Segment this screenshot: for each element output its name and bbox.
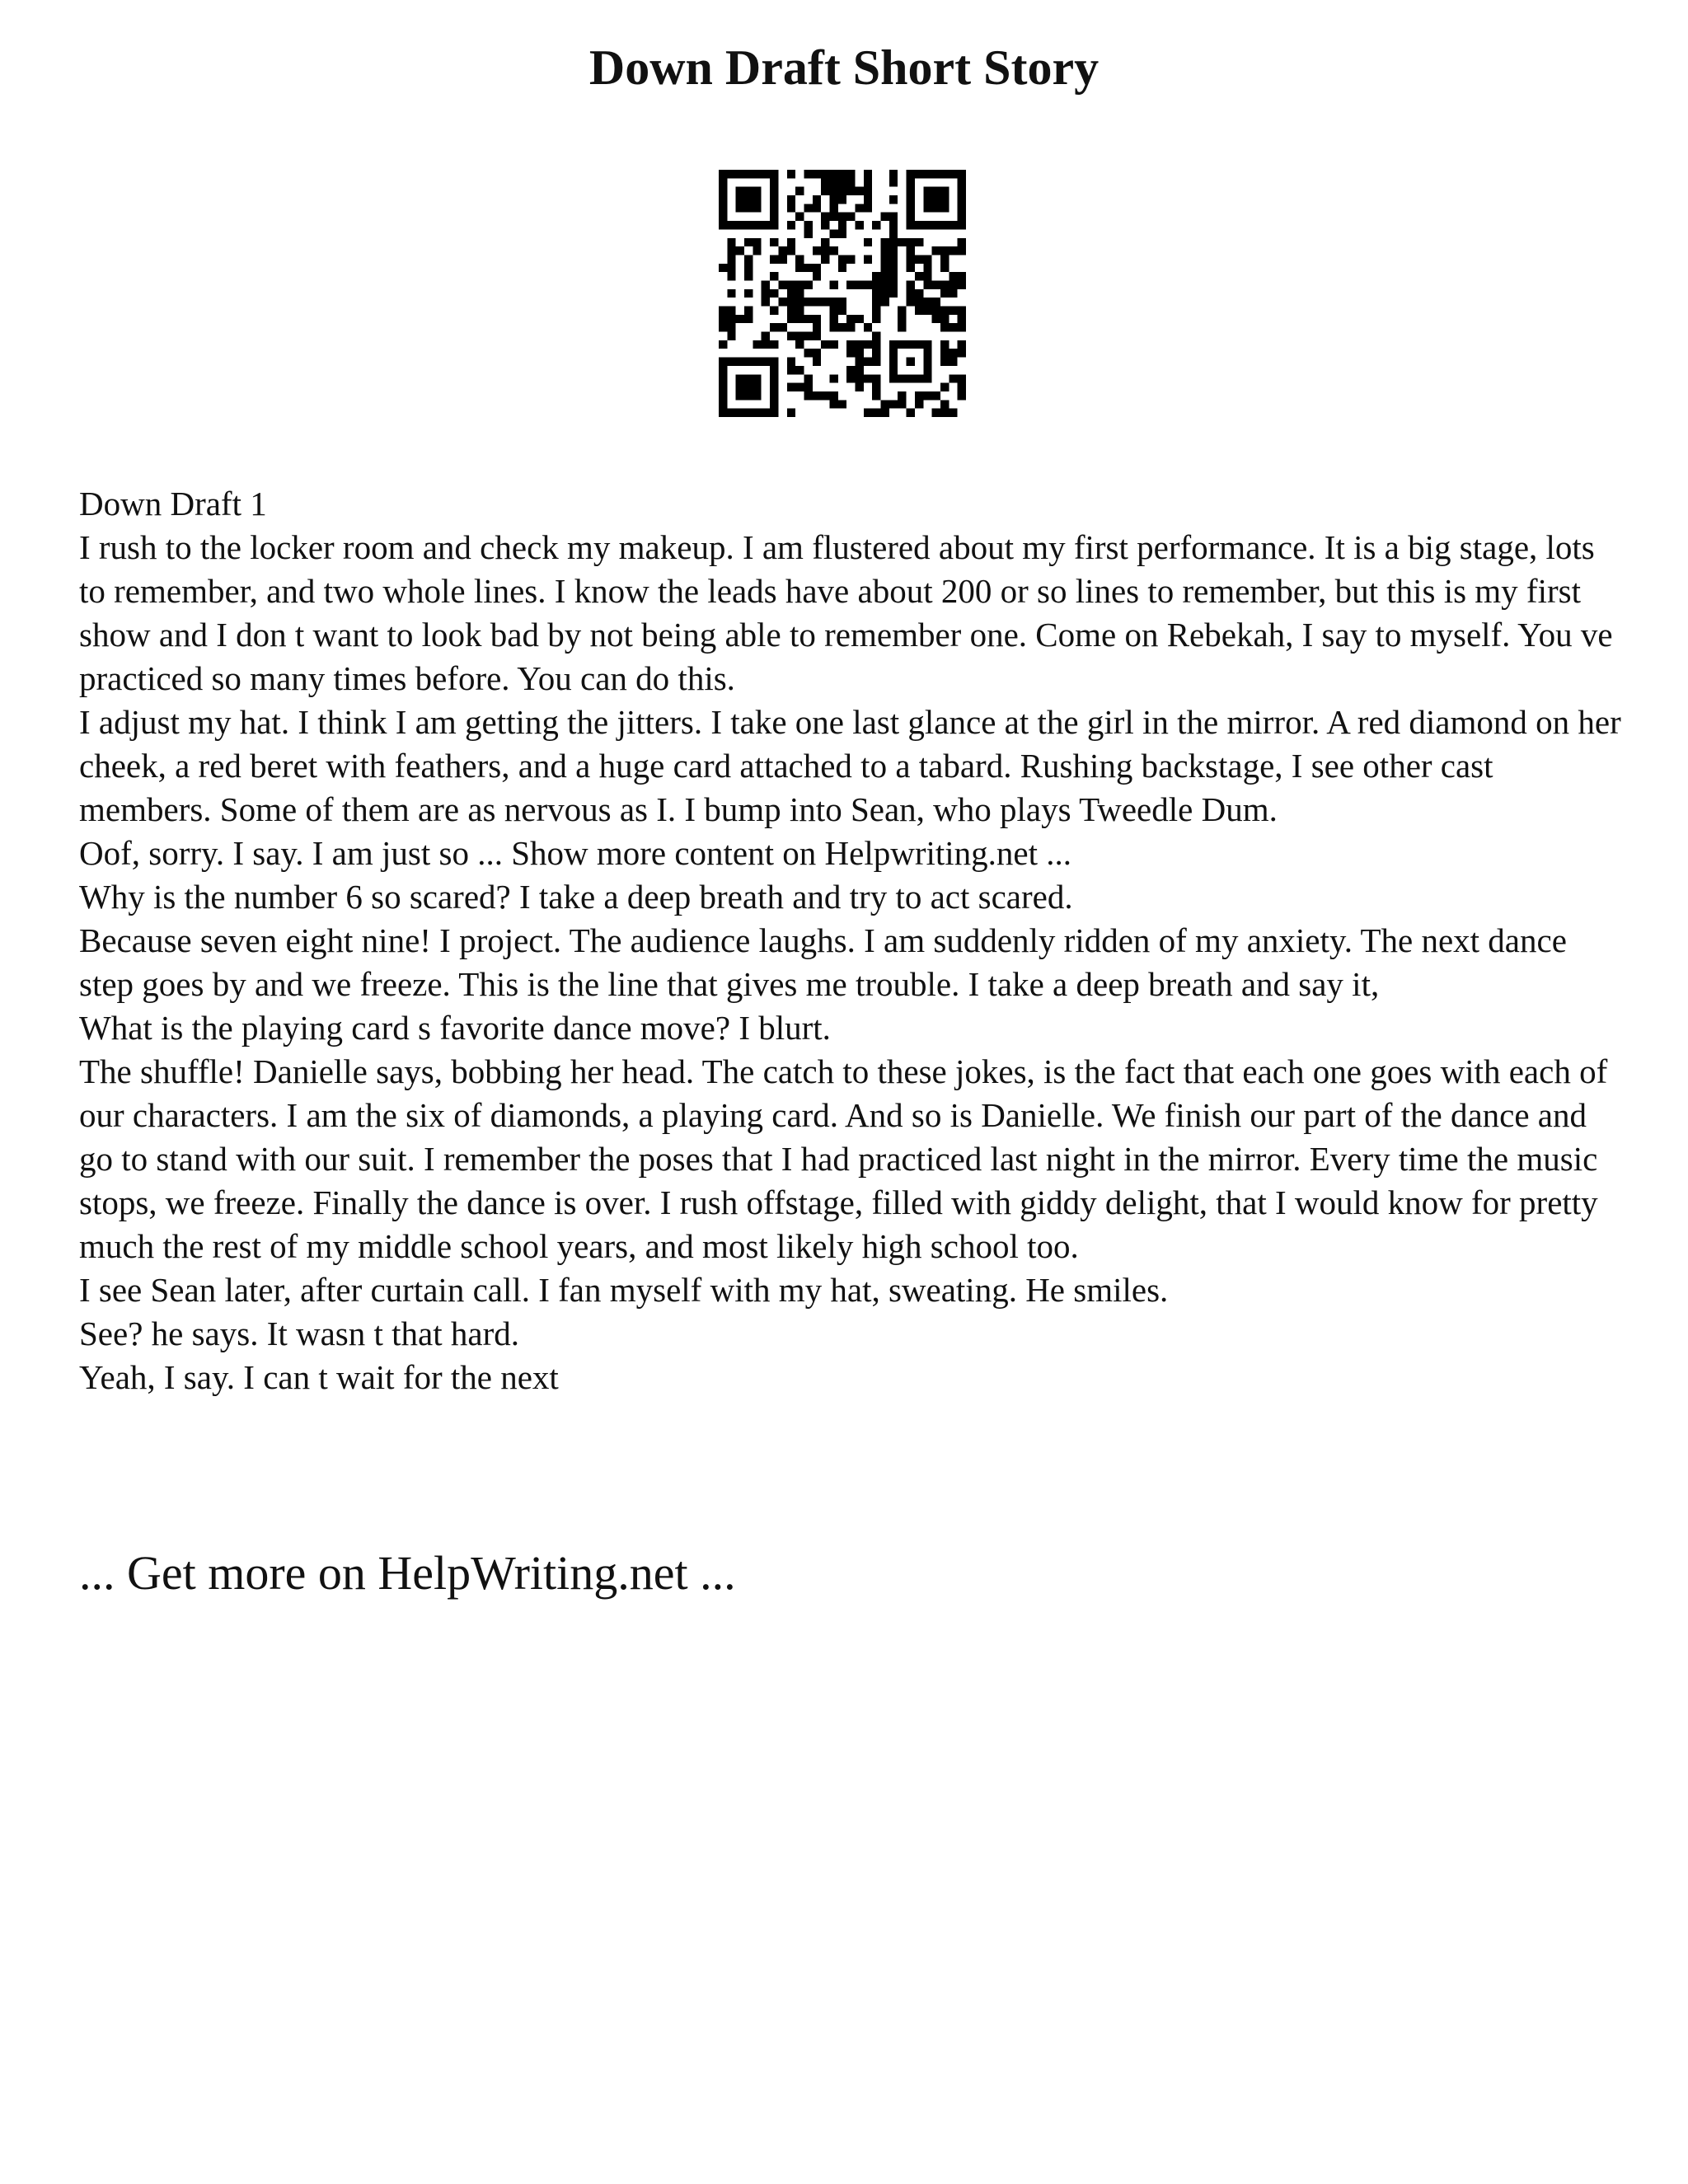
- story-paragraph: Why is the number 6 so scared? I take a deep breath and try to act scared.: [79, 878, 1073, 916]
- story-paragraph: Yeah, I say. I can t wait for the next: [79, 1358, 559, 1396]
- story-paragraph: I rush to the locker room and check my makeup. I am flustered about my first performance. It is a big stage, lots to remember, and two whole lines. I know the leads have about 200 or so lines to remember, but this is my first show and I don t want to look bad by not being able to remember one. Come on Rebekah, I say to myself. You ve practiced so many times before. You can do this.: [79, 528, 1613, 697]
- qr-code-image: [719, 170, 966, 417]
- get-more-link[interactable]: ... Get more on HelpWriting.net ...: [79, 1546, 736, 1600]
- story-paragraph: I adjust my hat. I think I am getting the jitters. I take one last glance at the girl in the mirror. A red diamond on her cheek, a red beret with feathers, and a huge card attached to a tabard. Rushing backstage, I see other cast members. Some of them are as nervous as I. I bump into Sean, who plays Tweedle Dum.: [79, 703, 1621, 828]
- show-more-line: Oof, sorry. I say. I am just so ... Show more content on Helpwriting.net ...: [79, 834, 1071, 872]
- story-body: [79, 482, 1629, 1399]
- story-paragraph: I see Sean later, after curtain call. I fan myself with my hat, sweating. He smiles.: [79, 1271, 1169, 1309]
- story-paragraph: The shuffle! Danielle says, bobbing her head. The catch to these jokes, is the fact that each one goes with each of our characters. I am the six of diamonds, a playing card. And so is Danielle. We finish our part of the dance and go to stand with our suit. I remember the poses that I had practiced last night in the mirror. Every time the music stops, we freeze. Finally the dance is over. I rush offstage, filled with giddy delight, that I would know for pretty much the rest of my middle school years, and most likely high school too.: [79, 1052, 1608, 1265]
- story-paragraph: Because seven eight nine! I project. The audience laughs. I am suddenly ridden of my anxiety. The next dance step goes by and we freeze. This is the line that gives me trouble. I take a deep breath and say it,: [79, 921, 1567, 1003]
- story-paragraph: See? he says. It wasn t that hard.: [79, 1315, 519, 1352]
- qr-code-graphic: [719, 170, 966, 417]
- document-title: Down Draft Short Story: [588, 40, 1100, 95]
- story-heading: Down Draft 1: [79, 485, 267, 523]
- story-paragraph: What is the playing card s favorite dance move? I blurt.: [79, 1009, 831, 1047]
